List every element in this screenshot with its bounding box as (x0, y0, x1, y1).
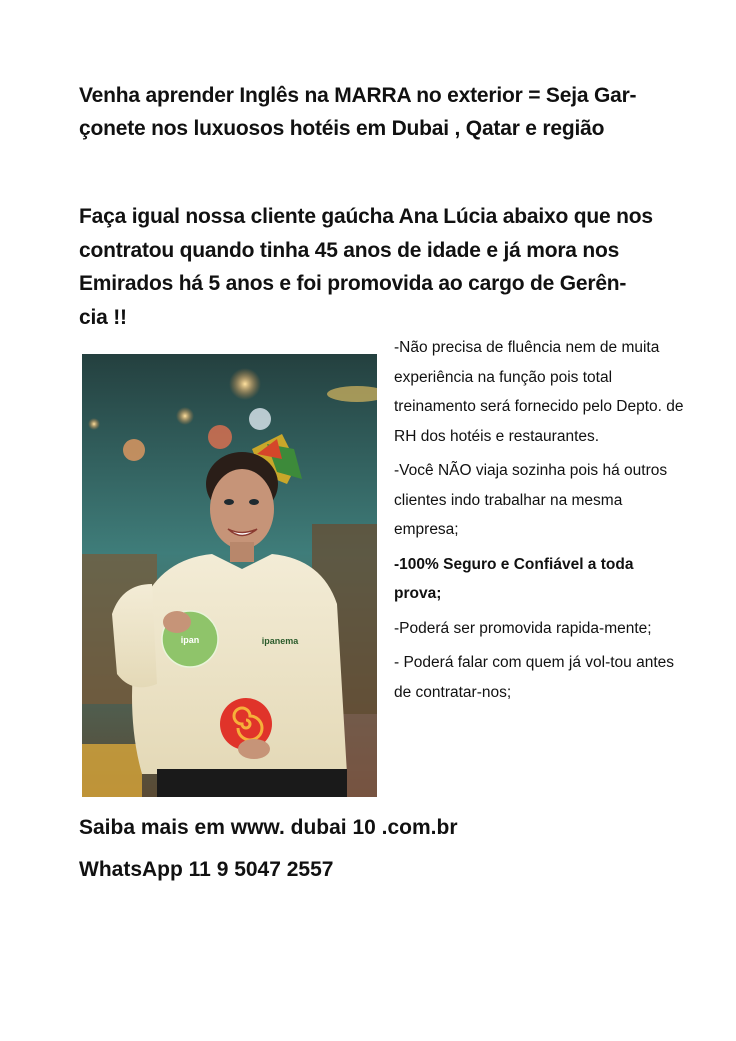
headline (79, 79, 679, 145)
intro-line-2: contratou quando tinha 45 anos de idade e já mora nos (79, 238, 620, 262)
headline-line-1: Venha aprender Inglês na MARRA no exterior = Seja Gar- (79, 84, 637, 107)
benefit-item: -Poderá ser promovida rapida-mente; (394, 619, 652, 637)
client-photo (82, 354, 377, 797)
benefits-list (394, 333, 684, 712)
website-line: Saiba mais em www. dubai 10 .com.br (79, 816, 458, 839)
svg-text:ipanema: ipanema (261, 636, 299, 646)
intro-line-4: cia !! (79, 305, 127, 329)
svg-text:ipan: ipan (180, 635, 200, 645)
headline-line-2: çonete nos luxuosos hotéis em Dubai , Qatar e região (79, 117, 605, 140)
benefit-item: -Não precisa de fluência nem de muita experiência na função pois total treinamento será fornecido pelo Depto. de RH dos hotéis e restaurantes. (394, 339, 684, 445)
intro-line-3: Emirados há 5 anos e foi promovida ao cargo de Gerên- (79, 272, 627, 295)
intro-line-1: Faça igual nossa cliente gaúcha Ana Lúcia abaixo que nos (79, 205, 653, 228)
whatsapp-line: WhatsApp 11 9 5047 2557 (79, 858, 334, 881)
benefit-item: - Poderá falar com quem já vol-tou antes de contratar-nos; (394, 654, 674, 701)
benefit-item: -Você NÃO viaja sozinha pois há outros clientes indo trabalhar na mesma empresa; (394, 462, 668, 538)
intro-paragraph (79, 200, 671, 334)
benefit-item-highlight: -100% Seguro e Confiável a toda prova; (394, 555, 634, 602)
